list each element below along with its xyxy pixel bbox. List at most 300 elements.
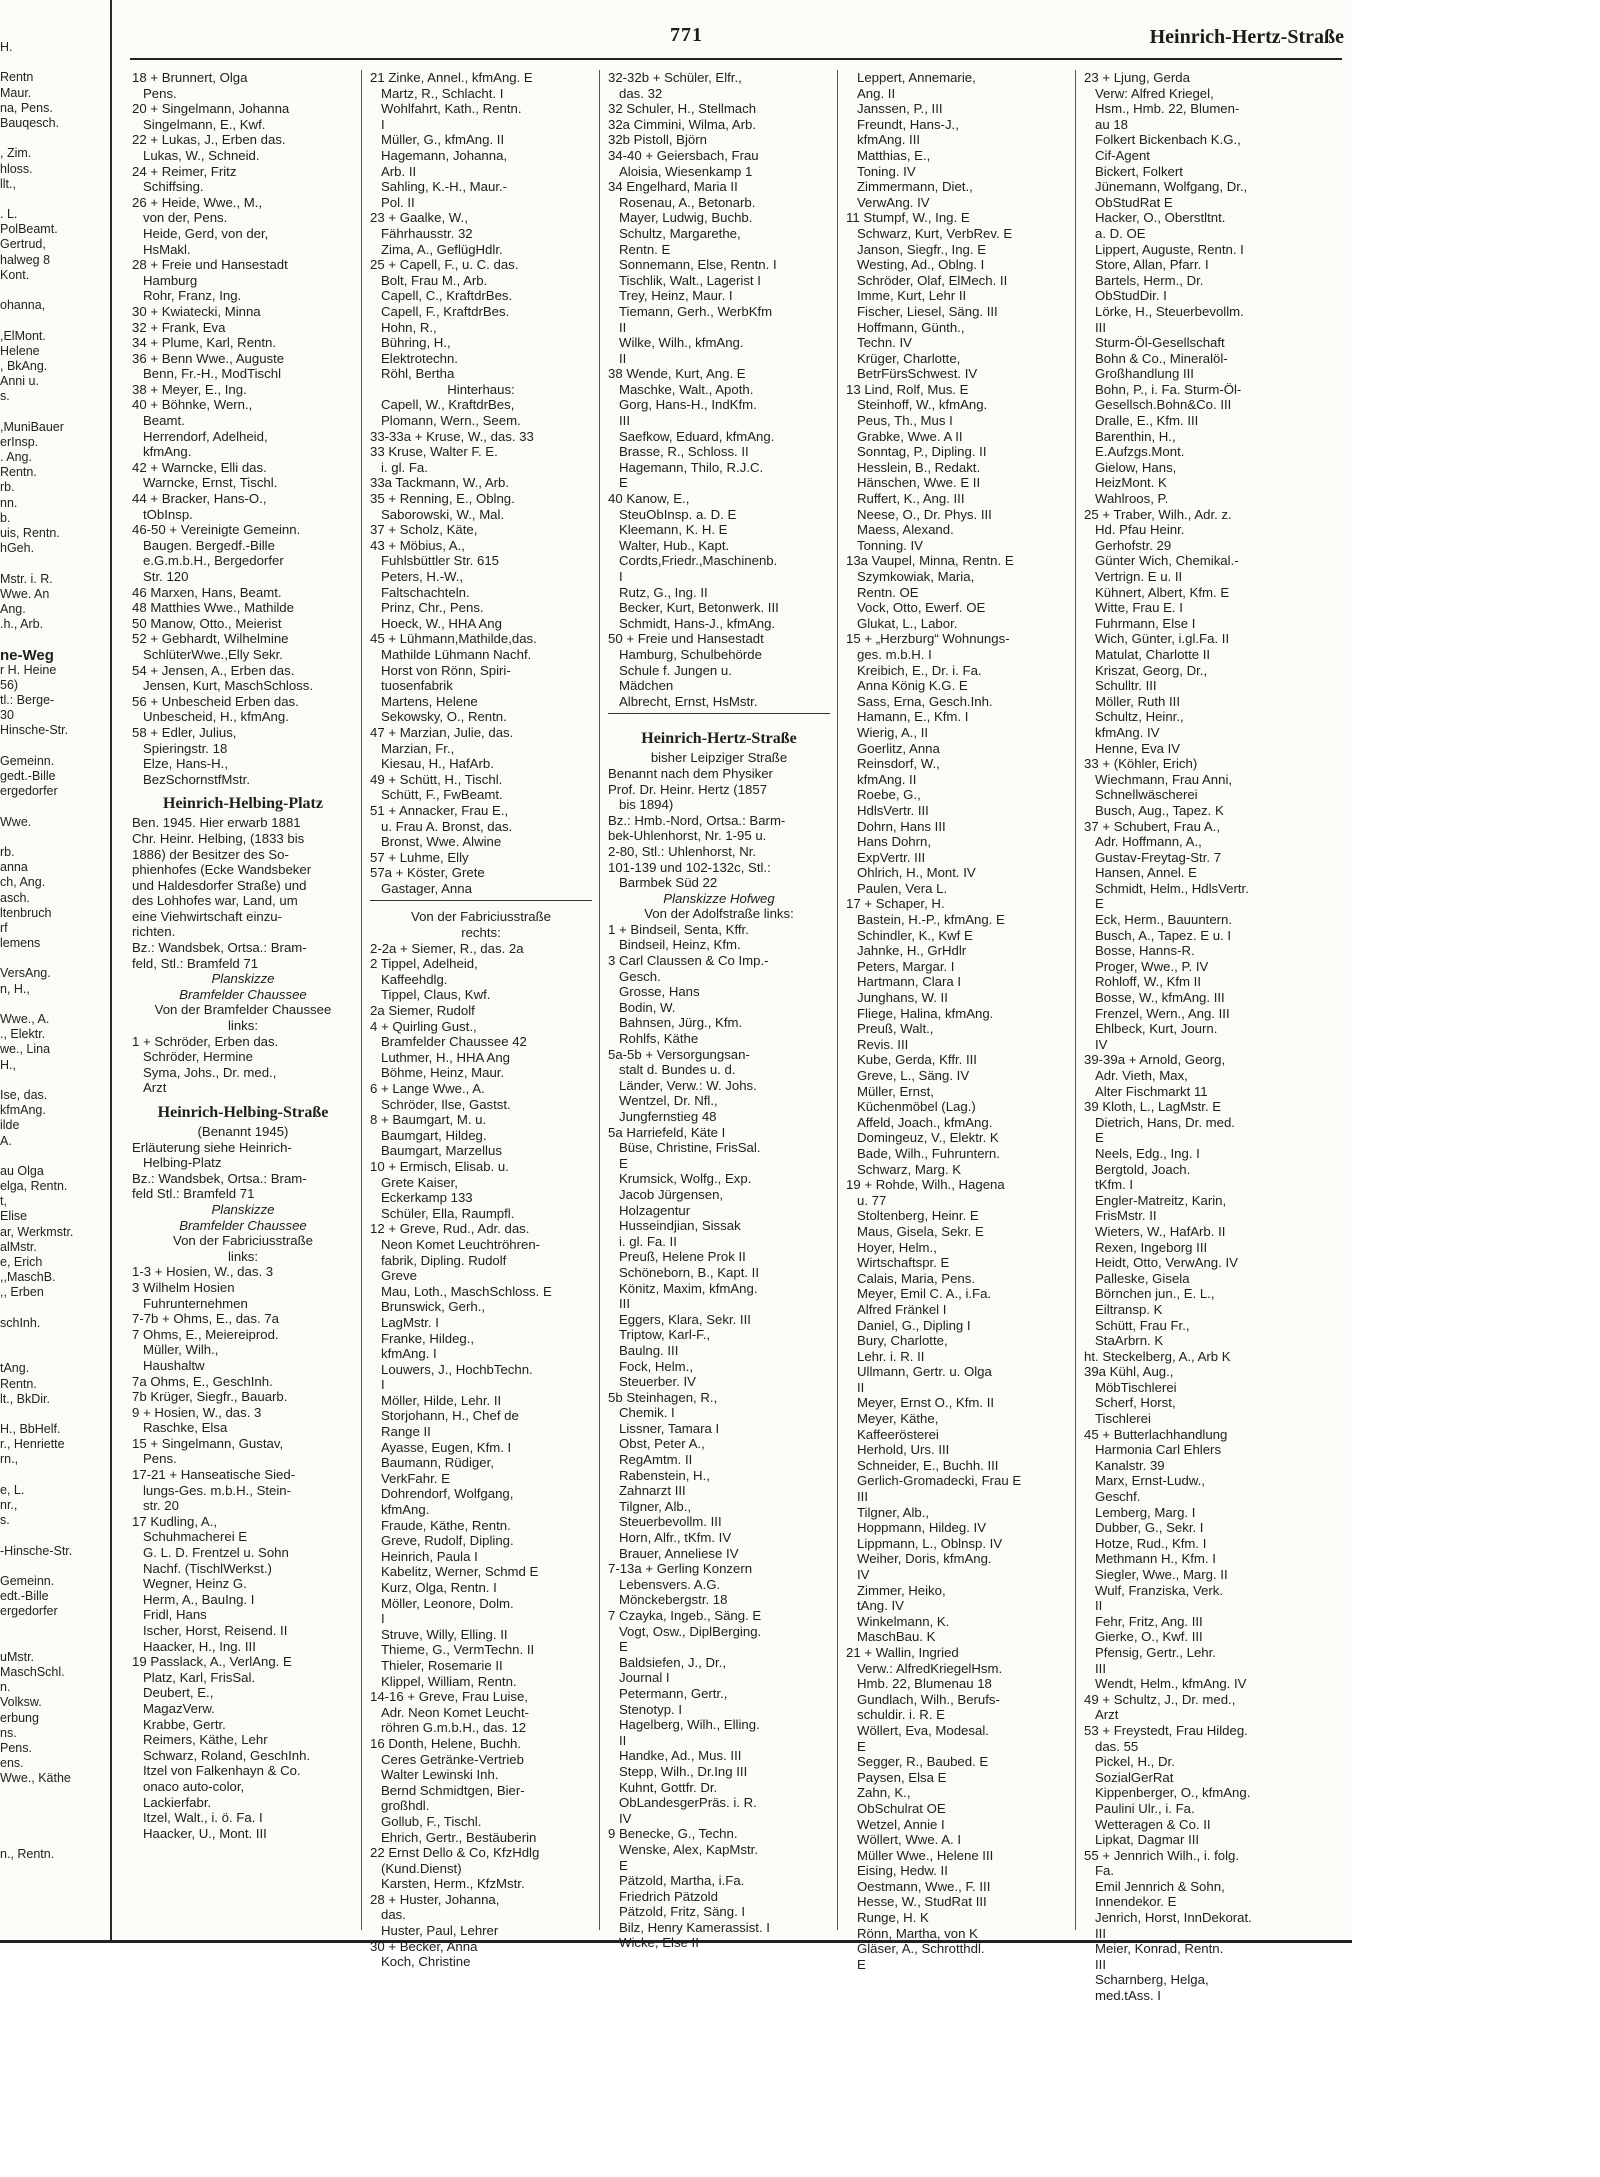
edge-fragment <box>0 1149 106 1164</box>
directory-entry: Baldsiefen, J., Dr., <box>608 1654 727 1670</box>
directory-entry: E <box>608 475 628 491</box>
directory-entry: Kreibich, E., Dr. i. Fa. <box>846 662 982 678</box>
previous-page-edge-column <box>0 40 106 1863</box>
edge-fragment <box>0 1559 106 1574</box>
directory-entry: 15 + „Herzburg“ Wohnungs- <box>846 631 1010 647</box>
directory-entry: II <box>846 1379 865 1395</box>
directory-entry: 1 + Schröder, Erben das. <box>132 1033 279 1049</box>
directory-entry: Müller, G., kfmAng. II <box>370 132 505 148</box>
section-note: links: <box>227 1248 259 1264</box>
directory-entry: E <box>846 1956 866 1972</box>
directory-entry: Arzt <box>132 1080 167 1096</box>
directory-entry: SchlüterWwe.,Elly Sekr. <box>132 646 283 662</box>
directory-entry: SteuObInsp. a. D. E <box>608 506 737 522</box>
edge-fragment <box>0 1301 106 1316</box>
directory-entry: Arzt <box>1084 1707 1119 1723</box>
edge-fragment <box>0 556 106 571</box>
directory-entry: Saborowski, W., Mal. <box>370 506 505 522</box>
directory-entry: Dohrendorf, Wolfgang, <box>370 1486 514 1502</box>
directory-entry: Wendt, Helm., kfmAng. IV <box>1084 1676 1247 1692</box>
column-4 <box>846 70 1068 1972</box>
directory-entry: Tippel, Claus, Kwf. <box>370 987 491 1003</box>
directory-entry: Lemberg, Marg. I <box>1084 1504 1196 1520</box>
directory-entry: 9 Benecke, G., Techn. <box>608 1826 738 1842</box>
edge-fragment <box>0 1832 106 1847</box>
directory-entry: Klippel, William, Rentn. <box>370 1673 517 1689</box>
directory-entry: Großhandlung III <box>1084 366 1194 382</box>
edge-fragment: na, Pens. <box>0 100 53 115</box>
directory-entry: Dralle, E., Kfm. III <box>1084 413 1199 429</box>
plan-note: Planskizze <box>211 971 275 987</box>
directory-entry: III <box>1084 1956 1106 1972</box>
edge-fragment: rb. <box>0 844 15 859</box>
directory-entry: Gierke, O., Kwf. III <box>1084 1629 1203 1645</box>
directory-entry: Lebensvers. A.G. <box>608 1576 721 1592</box>
directory-entry: 32 + Frank, Eva <box>132 319 226 335</box>
directory-entry: 48 Matthies Wwe., Mathilde <box>132 600 294 616</box>
directory-entry: kfmAng. I <box>370 1346 437 1362</box>
directory-entry: Hesse, W., StudRat III <box>846 1894 987 1910</box>
directory-entry: Hans Dohrn, <box>846 834 932 850</box>
plan-note: Bramfelder Chaussee <box>179 1217 307 1233</box>
directory-entry: Mönckebergstr. 18 <box>608 1592 728 1608</box>
directory-entry: Husseindjian, Sissak <box>608 1218 741 1234</box>
directory-entry: Eckerkamp 133 <box>370 1190 473 1206</box>
directory-entry: Spieringstr. 18 <box>132 740 228 756</box>
directory-entry: Pens. <box>132 85 177 101</box>
edge-fragment: Wwe., Käthe <box>0 1771 71 1786</box>
edge-fragment: Gemeinn. <box>0 1573 55 1588</box>
directory-entry: Journal I <box>608 1670 670 1686</box>
directory-entry: 17 + Schaper, H. <box>846 896 945 912</box>
directory-entry: Hoppmann, Hildeg. IV <box>846 1520 987 1536</box>
directory-entry: Ayasse, Eugen, Kfm. I <box>370 1439 512 1455</box>
section-rule <box>608 713 830 722</box>
directory-entry: Capell, C., KraftdrBes. <box>370 288 513 304</box>
directory-entry: Fischer, Liesel, Säng. III <box>846 303 998 319</box>
directory-entry: Gundlach, Wilh., Berufs- <box>846 1691 1000 1707</box>
edge-fragment <box>0 1073 106 1088</box>
directory-entry: Syma, Johs., Dr. med., <box>132 1064 277 1080</box>
directory-entry: Hsm., Hmb. 22, Blumen- <box>1084 101 1240 117</box>
directory-entry: 44 + Bracker, Hans-O., <box>132 491 267 507</box>
edge-fragment <box>0 1802 106 1817</box>
directory-entry: 25 + Traber, Wilh., Adr. z. <box>1084 506 1232 522</box>
directory-entry: Wetzel, Annie I <box>846 1816 945 1832</box>
directory-entry: Fuhrmann, Else I <box>1084 615 1196 631</box>
edge-fragment: ar, Werkmstr. <box>0 1224 74 1239</box>
directory-entry: 13a Vaupel, Minna, Rentn. E <box>846 553 1014 569</box>
directory-entry: Müller Wwe., Helene III <box>846 1847 994 1863</box>
directory-entry: LagMstr. I <box>370 1314 439 1330</box>
directory-entry: BezSchornstfMstr. <box>132 771 250 787</box>
edge-fragment: erInsp. <box>0 434 39 449</box>
directory-entry: III <box>1084 1660 1106 1676</box>
edge-fragment: ohanna, <box>0 298 46 313</box>
directory-entry: feld, Stl.: Bramfeld 71 <box>132 955 259 971</box>
directory-entry: fabrik, Dipling. Rudolf <box>370 1252 507 1268</box>
column-2 <box>370 70 592 1970</box>
directory-entry: Stoltenberg, Heinr. E <box>846 1208 979 1224</box>
directory-entry: Bohn, P., i. Fa. Sturm-Öl- <box>1084 381 1242 397</box>
directory-entry: und Haldesdorfer Straße) und <box>132 877 307 893</box>
directory-entry: Fährhausstr. 32 <box>370 225 473 241</box>
directory-entry: III <box>846 1489 868 1505</box>
directory-entry: Alter Fischmarkt 11 <box>1084 1083 1208 1099</box>
directory-entry: Paulen, Vera L. <box>846 880 948 896</box>
directory-entry: Hansen, Annel. E <box>1084 865 1197 881</box>
directory-entry: kfmAng. III <box>846 132 921 148</box>
directory-entry: Huster, Paul, Lehrer <box>370 1923 499 1939</box>
directory-entry: Vock, Otto, Ewerf. OE <box>846 600 986 616</box>
edge-fragment: 30 <box>0 708 14 723</box>
directory-entry: Plomann, Wern., Seem. <box>370 413 521 429</box>
edge-fragment: s. <box>0 1513 10 1528</box>
directory-entry: Schindler, K., Kwf E <box>846 927 973 943</box>
directory-entry: Capell, F., KraftdrBes. <box>370 303 510 319</box>
directory-entry: Hagemann, Thilo, R.J.C. <box>608 459 764 475</box>
edge-fragment: ,, Erben <box>0 1285 44 1300</box>
edge-fragment: Wwe. <box>0 814 32 829</box>
directory-entry: Bosse, W., kfmAng. III <box>1084 990 1225 1006</box>
directory-entry: E <box>608 1857 628 1873</box>
directory-entry: Rutz, G., Ing. II <box>608 584 708 600</box>
edge-fragment: kfmAng. <box>0 1103 46 1118</box>
directory-entry: Meyer, Ernst O., Kfm. II <box>846 1395 995 1411</box>
directory-entry: 6 + Lange Wwe., A. <box>370 1081 485 1096</box>
directory-entry: 34 + Plume, Karl, Rentn. <box>132 335 277 351</box>
directory-entry: ges. m.b.H. I <box>846 646 932 662</box>
edge-fragment: H., <box>0 1057 16 1072</box>
edge-fragment: Gertrud, <box>0 237 46 252</box>
edge-fragment: nr., <box>0 1498 18 1512</box>
directory-entry: Wiechmann, Frau Anni, <box>1084 771 1233 787</box>
directory-entry: Mau, Loth., MaschSchloss. E <box>370 1283 552 1299</box>
scan-margin <box>1352 0 1600 2177</box>
edge-fragment: Elise <box>0 1209 28 1224</box>
directory-entry: StaArbrn. K <box>1084 1333 1164 1349</box>
edge-fragment: hGeh. <box>0 541 35 556</box>
directory-entry: Gollub, F., Tischl. <box>370 1813 482 1829</box>
directory-entry: Jenrich, Horst, InnDekorat. <box>1084 1910 1252 1926</box>
directory-entry: Heide, Gerd, von der, <box>132 225 269 241</box>
directory-entry: Hamburg, Schulbehörde <box>608 646 762 662</box>
street-heading: Heinrich-Helbing-Straße <box>157 1104 329 1121</box>
edge-fragment: Ise, das. <box>0 1087 48 1102</box>
edge-fragment: ,ElMont. <box>0 328 46 343</box>
directory-entry: tuosenfabrik <box>370 678 453 694</box>
directory-entry: Kuhnt, Gottfr. Dr. <box>608 1779 718 1795</box>
directory-entry: Louwers, J., HochbTechn. <box>370 1361 533 1377</box>
edge-fragment <box>0 313 106 328</box>
directory-entry: II <box>608 319 627 335</box>
directory-entry: Janssen, P., III <box>846 101 943 117</box>
edge-fragment: H., BbHelf. <box>0 1422 61 1437</box>
directory-entry: Grosse, Hans <box>608 984 700 1000</box>
directory-entry: Walter, Hub., Kapt. <box>608 537 730 553</box>
directory-entry: Bz.: Wandsbek, Ortsa.: Bram- <box>132 940 307 956</box>
directory-entry: Reinsdorf, W., <box>846 756 940 772</box>
directory-entry: Schultz, Margarethe, <box>608 225 741 241</box>
directory-entry: 49 + Schultz, J., Dr. med., <box>1084 1691 1236 1707</box>
edge-fragment: halweg 8 <box>0 252 51 267</box>
edge-fragment: ne-Weg <box>0 646 54 664</box>
directory-entry: Peus, Th., Mus I <box>846 413 953 429</box>
column-1 <box>132 70 354 1930</box>
directory-entry: Lipkat, Dagmar III <box>1084 1832 1200 1848</box>
edge-fragment: rf <box>0 920 8 935</box>
directory-entry: 28 + Freie und Hansestadt <box>132 257 288 273</box>
directory-entry: Store, Allan, Pfarr. I <box>1084 257 1209 273</box>
directory-entry: 21 + Wallin, Ingried <box>846 1644 959 1660</box>
edge-fragment: nn. <box>0 495 18 510</box>
edge-fragment <box>0 55 106 70</box>
directory-entry: 40 + Böhnke, Wern., <box>132 397 253 413</box>
directory-entry: Storjohann, H., Chef de <box>370 1408 519 1424</box>
edge-fragment: e, L. <box>0 1482 25 1497</box>
column-divider <box>1075 70 1076 1930</box>
directory-entry: 57 + Luhme, Elly <box>370 849 469 865</box>
directory-entry: Rohlfs, Käthe <box>608 1031 699 1047</box>
edge-fragment: e, Erich <box>0 1255 43 1269</box>
directory-entry: Itzel, Walt., i. ö. Fa. I <box>132 1810 263 1826</box>
directory-entry: schuldir. i. R. E <box>846 1707 945 1723</box>
directory-entry: Emil Jennrich & Sohn, <box>1084 1878 1225 1894</box>
directory-entry: Cordts,Friedr.,Maschinenb. <box>608 553 778 569</box>
directory-entry: Hamann, E., Kfm. I <box>846 709 969 725</box>
edge-fragment: Rentn. <box>0 465 37 480</box>
directory-entry: Horst von Rönn, Spiri- <box>370 662 511 678</box>
directory-entry: röhren G.m.b.H., das. 12 <box>370 1720 527 1736</box>
directory-entry: 38 Wende, Kurt, Ang. E <box>608 366 746 382</box>
directory-entry: 101-139 und 102-132c, Stl.: <box>608 859 771 875</box>
directory-entry: i. gl. Fa. II <box>608 1233 677 1249</box>
directory-entry: Bartels, Herm., Dr. <box>1084 272 1204 288</box>
edge-fragment: . Ang. <box>0 450 32 465</box>
directory-entry: Sonntag, P., Dipling. II <box>846 444 987 460</box>
edge-fragment: Maur. <box>0 85 32 100</box>
directory-entry: Dohrn, Hans III <box>846 818 946 834</box>
directory-entry: MöbTischlerei <box>1084 1379 1177 1395</box>
edge-fragment: 56) <box>0 677 19 692</box>
directory-entry: Reimers, Käthe, Lehr <box>132 1732 268 1748</box>
directory-entry: Haacker, H., Ing. III <box>132 1638 256 1654</box>
column-3 <box>608 70 830 1951</box>
edge-fragment <box>0 997 106 1012</box>
edge-fragment: s. <box>0 389 10 404</box>
street-heading: Heinrich-Hertz-Straße <box>641 730 797 748</box>
directory-entry: 2 Tippel, Adelheid, <box>370 956 478 972</box>
edge-fragment <box>0 799 106 814</box>
directory-entry: Kiesau, H., HafArb. <box>370 756 494 772</box>
directory-entry: 7a Ohms, E., GeschInh. <box>132 1373 273 1389</box>
directory-entry: phienhofes (Ecke Wandsbeker <box>132 862 312 878</box>
edge-fragment: MaschSchl. <box>0 1665 65 1680</box>
edge-fragment <box>0 405 106 420</box>
directory-entry: Schneider, E., Buchh. III <box>846 1457 999 1473</box>
directory-entry: III <box>1084 319 1106 335</box>
directory-entry: 11 Stumpf, W., Ing. E <box>846 210 970 226</box>
directory-entry: Brasse, R., Schloss. II <box>608 444 749 460</box>
directory-entry: Bilz, Henry Kamerassist. I <box>608 1919 770 1935</box>
directory-entry: bek-Uhlenhorst, Nr. 1-95 u. <box>608 828 767 844</box>
directory-entry: Innendekor. E <box>1084 1894 1177 1910</box>
directory-entry: Dietrich, Hans, Dr. med. <box>1084 1114 1235 1130</box>
directory-entry: E <box>608 1639 628 1655</box>
directory-entry: 39-39a + Arnold, Georg, <box>1084 1052 1226 1068</box>
directory-entry: Steinhoff, W., kfmAng. <box>846 397 988 413</box>
directory-entry: 45 + Butterlachhandlung <box>1084 1426 1228 1442</box>
directory-entry: Kube, Gerda, Kffr. III <box>846 1052 977 1068</box>
directory-entry: Meyer, Käthe, <box>846 1411 939 1427</box>
directory-entry: 1886) der Besitzer des So- <box>132 846 289 862</box>
directory-entry: Hesslein, B., Redakt. <box>846 459 981 475</box>
edge-fragment: n, H., <box>0 981 30 996</box>
directory-entry: Tiemann, Gerh., WerbKfm <box>608 303 773 319</box>
directory-entry: Hoeck, W., HHA Ang <box>370 615 502 631</box>
directory-entry: Itzel von Falkenhayn & Co. <box>132 1763 301 1779</box>
directory-entry: onaco auto-color, <box>132 1778 245 1794</box>
edge-fragment: ilde <box>0 1118 20 1133</box>
directory-entry: Singelmann, E., Kwf. <box>132 116 266 132</box>
directory-entry: Brunswick, Gerh., <box>370 1299 486 1315</box>
directory-entry: 1 + Bindseil, Senta, Kffr. <box>608 921 749 937</box>
directory-entry: das. 55 <box>1084 1738 1139 1754</box>
directory-entry: Range II <box>370 1424 431 1440</box>
directory-entry: u. Frau A. Bronst, das. <box>370 818 513 834</box>
directory-entry: 36 + Benn Wwe., Auguste <box>132 350 285 366</box>
directory-entry: 24 + Reimer, Fritz <box>132 163 237 179</box>
directory-entry: III <box>1084 1925 1106 1941</box>
directory-entry: Schröder, Hermine <box>132 1049 253 1065</box>
directory-entry: Herm, A., BauIng. I <box>132 1591 255 1607</box>
directory-entry: ObStudRat E <box>1084 194 1173 210</box>
directory-entry: Steuerbevollm. III <box>608 1514 722 1530</box>
edge-fragment: Anni u. <box>0 374 39 389</box>
directory-entry: Martens, Helene <box>370 693 478 709</box>
edge-fragment: ., Elektr. <box>0 1027 46 1042</box>
directory-entry: Rentn. E <box>608 241 671 257</box>
directory-entry: Meyer, Emil C. A., i.Fa. <box>846 1286 992 1302</box>
directory-entry: des Lohhofes war, Land, um <box>132 893 298 909</box>
edge-fragment: we., Lina <box>0 1042 51 1057</box>
directory-entry: Schütt, F., FwBeamt. <box>370 787 503 803</box>
directory-entry: Möller, Leonore, Dolm. <box>370 1595 514 1611</box>
directory-entry: Neels, Edg., Ing. I <box>1084 1145 1200 1161</box>
directory-entry: Ohlrich, H., Mont. IV <box>846 865 976 881</box>
directory-entry: Preuß, Helene Prok II <box>608 1249 746 1265</box>
directory-entry: das. <box>370 1907 406 1923</box>
directory-entry: I <box>370 1611 385 1627</box>
directory-entry: 56 + Unbescheid Erben das. <box>132 693 299 709</box>
directory-entry: Petermann, Gertr., <box>608 1685 728 1701</box>
directory-entry: 12 + Greve, Rud., Adr. das. <box>370 1221 530 1237</box>
directory-entry: Wöllert, Wwe. A. I <box>846 1832 962 1848</box>
directory-entry: 3 Wilhelm Hosien <box>132 1279 235 1295</box>
directory-entry: Luthmer, H., HHA Ang <box>370 1049 510 1065</box>
directory-entry: HdlsVertr. III <box>846 802 929 818</box>
directory-entry: Tilgner, Alb., <box>608 1498 692 1514</box>
edge-fragment: Mstr. i. R. <box>0 571 53 586</box>
edge-fragment: Gemeinn. <box>0 753 55 768</box>
directory-entry: Jensen, Kurt, MaschSchloss. <box>132 678 314 694</box>
directory-entry: Schöneborn, B., Kapt. II <box>608 1264 760 1280</box>
directory-entry: Bodin, W. <box>608 999 676 1015</box>
directory-entry: Greve, L., Säng. IV <box>846 1068 970 1083</box>
directory-entry: Bz.: Wandsbek, Ortsa.: Bram- <box>132 1170 307 1186</box>
directory-entry: 3 Carl Claussen & Co Imp.- <box>608 953 769 969</box>
directory-entry: 19 + Rohde, Wilh., Hagena <box>846 1177 1005 1193</box>
directory-entry: Tilgner, Alb., <box>846 1504 930 1520</box>
directory-entry: SozialGerRat <box>1084 1769 1174 1785</box>
directory-entry: Wierig, A., II <box>846 724 929 740</box>
directory-entry: Herhold, Urs. III <box>846 1442 950 1458</box>
edge-fragment: tAng. <box>0 1361 30 1376</box>
directory-entry: Affeld, Joach., kfmAng. <box>846 1114 993 1130</box>
directory-entry: Bindseil, Heinz, Kfm. <box>608 937 741 953</box>
directory-entry: Fraude, Käthe, Rentn. <box>370 1517 511 1533</box>
edge-fragment: ergedorfer <box>0 784 58 799</box>
directory-entry: Greve, Rudolf, Dipling. <box>370 1533 514 1549</box>
edge-fragment: Kont. <box>0 267 30 282</box>
edge-fragment: .h., Arb. <box>0 617 44 632</box>
directory-entry: 32b Pistoll, Björn <box>608 132 707 148</box>
edge-fragment: Hinsche-Str. <box>0 723 69 738</box>
edge-fragment: uMstr. <box>0 1649 35 1664</box>
edge-fragment: hloss. <box>0 161 33 176</box>
running-title: Heinrich-Hertz-Straße <box>1149 26 1344 48</box>
edge-fragment: tl.: Berge- <box>0 693 55 708</box>
directory-entry: Lehr. i. R. II <box>846 1348 925 1364</box>
directory-entry: e.G.m.b.H., Bergedorfer <box>132 553 284 569</box>
directory-entry: Krumsick, Wolfg., Exp. <box>608 1171 752 1187</box>
directory-entry: Lissner, Tamara I <box>608 1420 720 1436</box>
directory-entry: Röhl, Bertha <box>370 366 455 382</box>
directory-entry: Rosenau, A., Betonarb. <box>608 194 756 210</box>
directory-entry: feld Stl.: Bramfeld 71 <box>132 1186 255 1202</box>
directory-entry: Haacker, U., Mont. III <box>132 1825 267 1841</box>
directory-entry: Paulini Ulr., i. Fa. <box>1084 1800 1195 1816</box>
directory-entry: Eck, Herm., Bauuntern. <box>1084 912 1233 928</box>
edge-fragment: , Zim. <box>0 146 32 161</box>
directory-entry: Schmidt, Helm., HdlsVertr. <box>1084 880 1249 896</box>
directory-entry: Henne, Eva IV <box>1084 740 1181 756</box>
directory-entry: Bickert, Folkert <box>1084 163 1183 179</box>
directory-entry: med.tAss. I <box>1084 1988 1161 2004</box>
directory-entry: Prinz, Chr., Pens. <box>370 600 484 616</box>
directory-entry: Imme, Kurt, Lehr II <box>846 288 967 304</box>
edge-fragment <box>0 1346 106 1361</box>
directory-entry: E <box>846 1738 866 1754</box>
directory-entry: Frenzel, Wern., Ang. III <box>1084 1005 1230 1021</box>
directory-entry: Länder, Verw.: W. Johs. <box>608 1077 757 1093</box>
directory-entry: 17 Kudling, A., <box>132 1513 218 1529</box>
directory-entry: Eiltransp. K <box>1084 1301 1163 1317</box>
directory-entry: richten. <box>132 924 176 940</box>
directory-entry: Bohn & Co., Mineralöl- <box>1084 350 1228 366</box>
directory-entry: Schulltr. III <box>1084 678 1157 694</box>
directory-entry: Günter Wich, Chemikal.- <box>1084 553 1239 569</box>
directory-entry: Verw: Alfred Kriegel, <box>1084 85 1214 101</box>
directory-entry: 5b Steinhagen, R., <box>608 1389 718 1405</box>
directory-entry: Schröder, Ilse, Gastst. <box>370 1096 511 1112</box>
directory-entry: Junghans, W. II <box>846 990 948 1006</box>
directory-entry: Sturm-Öl-Gesellschaft <box>1084 335 1225 351</box>
directory-entry: Str. 120 <box>132 569 189 584</box>
directory-entry: Stenotyp. I <box>608 1701 683 1717</box>
section-note: Von der Fabriciusstraße <box>173 1233 313 1249</box>
directory-entry: Pens. <box>132 1451 177 1467</box>
